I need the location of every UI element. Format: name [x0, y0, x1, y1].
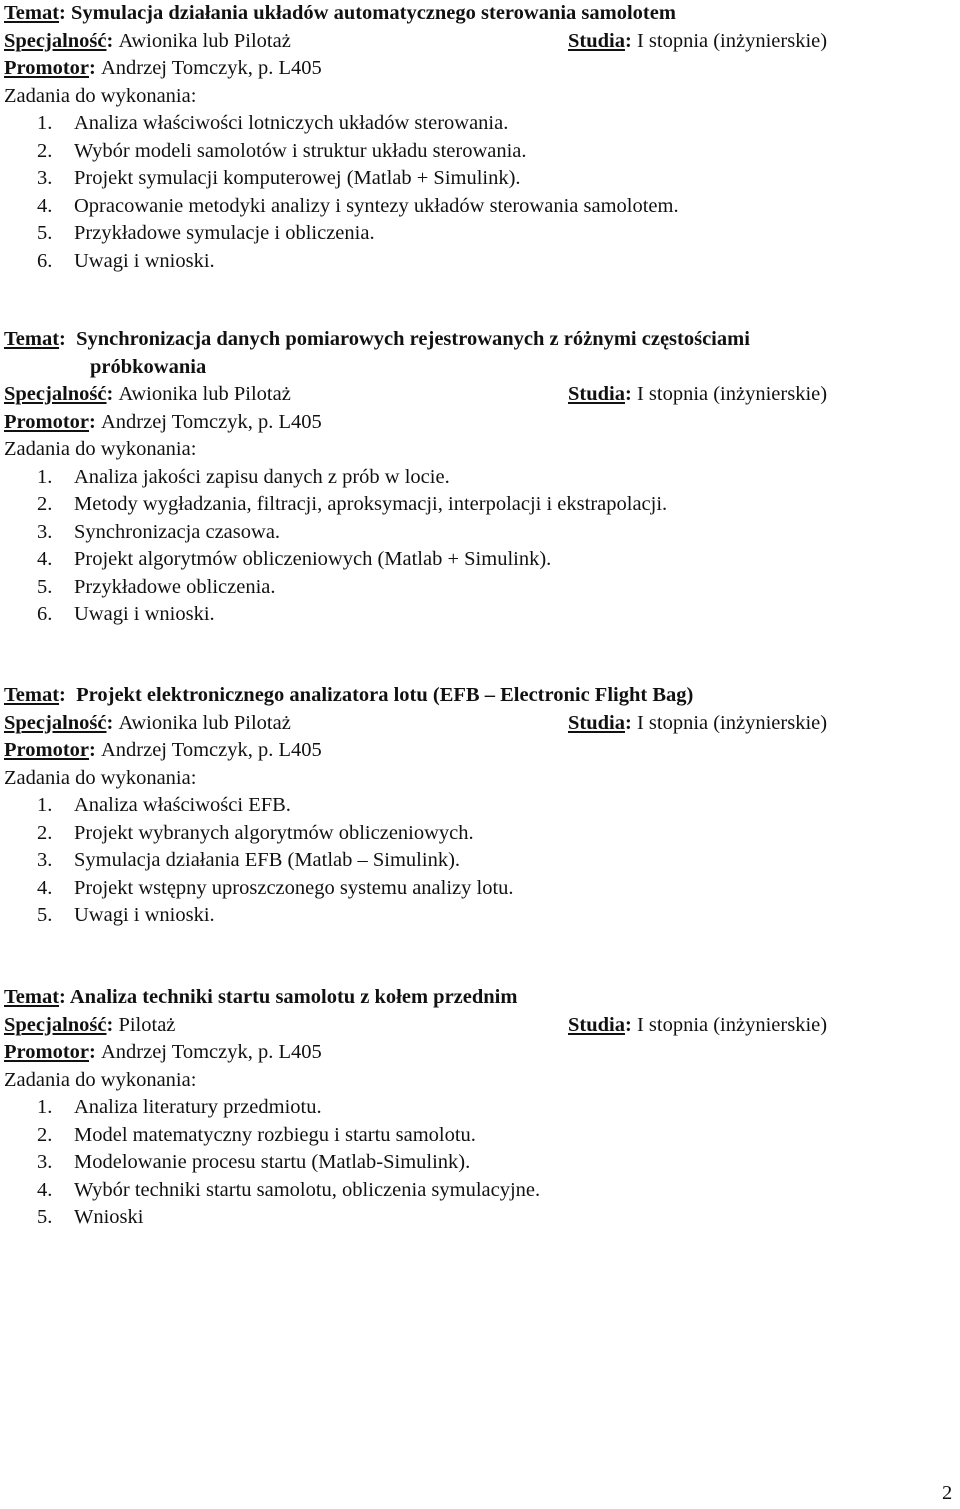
task-number: 4.	[37, 1178, 53, 1201]
task-list	[4, 1094, 904, 1232]
specialty-label: Specjalność	[4, 1013, 107, 1036]
task-text: Analiza jakości zapisu danych z prób w locie.	[74, 465, 450, 488]
task-text: Modelowanie procesu startu (Matlab-Simulink).	[74, 1151, 471, 1173]
task-number: 2.	[37, 139, 53, 162]
supervisor-value: Andrzej Tomczyk, p. L405	[100, 1041, 322, 1063]
specialty-label: Specjalność	[4, 383, 107, 405]
task-number: 2.	[37, 1123, 53, 1146]
topic-title: Temat: Analiza techniki startu samolotu z kołem przednim	[4, 986, 518, 1008]
task-text: Symulacja działania EFB (Matlab – Simulink).	[74, 849, 461, 871]
task-text: Uwagi i wnioski.	[74, 249, 215, 272]
task-number: 4.	[37, 876, 53, 899]
task-text: Wybór modeli samolotów i struktur układu sterowania.	[74, 139, 527, 162]
task-item	[4, 1204, 904, 1232]
task-number: 3.	[37, 849, 53, 871]
studies-label: Studia	[568, 711, 625, 734]
supervisor-value: Andrzej Tomczyk, p. L405	[100, 57, 322, 79]
thesis-topic	[4, 0, 904, 275]
specialty-value: Awionika lub Pilotaż	[118, 383, 291, 405]
task-number: 5.	[37, 904, 53, 926]
topic-title: Temat: Synchronizacja danych pomiarowych rejestrowanych z różnymi częstościami	[4, 328, 750, 350]
task-number: 3.	[37, 167, 53, 189]
topic-title-text: Analiza techniki startu samolotu z kołem przednim	[69, 986, 518, 1008]
task-number: 5.	[37, 575, 53, 598]
task-number: 1.	[37, 794, 53, 816]
task-item	[4, 1177, 904, 1205]
topic-title-text: Symulacja działania układów automatycznego sterowania samolotem	[71, 2, 676, 24]
task-number: 5.	[37, 222, 53, 244]
supervisor-label: Promotor	[4, 739, 90, 761]
task-item	[4, 110, 904, 138]
studies-info: Studia: I stopnia (inżynierskie)	[568, 1013, 828, 1036]
task-list	[4, 792, 904, 930]
task-item	[4, 820, 904, 848]
task-item	[4, 464, 904, 492]
studies-label: Studia	[568, 29, 625, 52]
task-text: Przykładowe symulacje i obliczenia.	[74, 222, 375, 244]
supervisor-row: Promotor: Andrzej Tomczyk, p. L405	[4, 1041, 322, 1063]
task-list	[4, 464, 904, 629]
studies-value: I stopnia (inżynierskie)	[636, 711, 828, 734]
task-item	[4, 138, 904, 166]
specialty-value: Awionika lub Pilotaż	[118, 711, 291, 734]
task-number: 2.	[37, 493, 53, 515]
specialty-label: Specjalność	[4, 29, 107, 52]
task-item	[4, 1149, 904, 1177]
thesis-topic	[4, 984, 904, 1232]
topic-label: Temat	[4, 2, 60, 24]
supervisor-label: Promotor	[4, 410, 90, 433]
studies-info: Studia: I stopnia (inżynierskie)	[568, 711, 828, 734]
task-text: Analiza właściwości EFB.	[74, 794, 291, 816]
task-text: Przykładowe obliczenia.	[74, 575, 276, 598]
studies-label: Studia	[568, 1013, 625, 1036]
task-item	[4, 248, 904, 276]
page-number: 2	[942, 1482, 953, 1504]
task-number: 1.	[37, 1096, 53, 1118]
studies-label: Studia	[568, 383, 625, 405]
task-number: 5.	[37, 1206, 53, 1228]
topic-label: Temat	[4, 328, 60, 350]
task-list	[4, 110, 904, 275]
supervisor-row: Promotor: Andrzej Tomczyk, p. L405	[4, 739, 322, 761]
topic-title-text: Projekt elektronicznego analizatora lotu (EFB – Electronic Flight Bag)	[76, 684, 694, 706]
task-item	[4, 193, 904, 221]
task-number: 6.	[37, 603, 53, 625]
task-item	[4, 546, 904, 574]
task-text: Metody wygładzania, filtracji, aproksymacji, interpolacji i ekstrapolacji.	[74, 493, 668, 515]
specialty-row: Specjalność: Awionika lub Pilotaż Studia: I stopnia (inżynierskie)	[4, 381, 904, 409]
specialty-row: Specjalność: Awionika lub Pilotaż Studia: I stopnia (inżynierskie)	[4, 28, 904, 56]
topic-label: Temat	[4, 986, 60, 1008]
task-text: Projekt symulacji komputerowej (Matlab + Simulink).	[74, 167, 521, 189]
task-item	[4, 875, 904, 903]
task-item	[4, 1122, 904, 1150]
task-item	[4, 847, 904, 875]
topic-title: Temat: Projekt elektronicznego analizatora lotu (EFB – Electronic Flight Bag)	[4, 684, 694, 706]
topic-label: Temat	[4, 684, 60, 706]
task-text: Uwagi i wnioski.	[74, 603, 215, 625]
specialty-value: Awionika lub Pilotaż	[118, 29, 291, 52]
specialty-value: Pilotaż	[118, 1013, 176, 1036]
studies-value: I stopnia (inżynierskie)	[636, 383, 828, 405]
supervisor-row: Promotor: Andrzej Tomczyk, p. L405	[4, 410, 322, 433]
task-item	[4, 491, 904, 519]
task-item	[4, 220, 904, 248]
task-item	[4, 1094, 904, 1122]
task-text: Uwagi i wnioski.	[74, 904, 215, 926]
task-item	[4, 792, 904, 820]
task-text: Analiza literatury przedmiotu.	[74, 1096, 322, 1118]
specialty-row: Specjalność: Pilotaż Studia: I stopnia (inżynierskie)	[4, 1012, 904, 1040]
tasks-heading: Zadania do wykonania:	[4, 766, 197, 789]
task-number: 1.	[37, 112, 53, 134]
supervisor-value: Andrzej Tomczyk, p. L405	[100, 410, 322, 433]
task-item	[4, 574, 904, 602]
supervisor-label: Promotor	[4, 57, 90, 79]
task-item	[4, 902, 904, 930]
task-text: Model matematyczny rozbiegu i startu samolotu.	[74, 1123, 476, 1146]
task-number: 1.	[37, 465, 53, 488]
tasks-heading: Zadania do wykonania:	[4, 1068, 197, 1091]
thesis-topic	[4, 682, 904, 930]
task-number: 4.	[37, 548, 53, 570]
task-text: Projekt algorytmów obliczeniowych (Matlab + Simulink).	[74, 548, 552, 570]
task-item	[4, 601, 904, 629]
studies-value: I stopnia (inżynierskie)	[636, 29, 828, 52]
task-text: Wnioski	[74, 1206, 144, 1228]
studies-value: I stopnia (inżynierskie)	[636, 1013, 828, 1036]
studies-info: Studia: I stopnia (inżynierskie)	[568, 29, 828, 52]
task-text: Projekt wybranych algorytmów obliczeniowych.	[74, 821, 474, 844]
tasks-heading: Zadania do wykonania:	[4, 438, 197, 460]
thesis-topic	[4, 326, 904, 629]
supervisor-row: Promotor: Andrzej Tomczyk, p. L405	[4, 57, 322, 79]
task-number: 3.	[37, 520, 53, 543]
task-text: Analiza właściwości lotniczych układów sterowania.	[74, 112, 509, 134]
task-number: 6.	[37, 249, 53, 272]
task-text: Opracowanie metodyki analizy i syntezy układów sterowania samolotem.	[74, 194, 679, 217]
topic-title: Temat: Symulacja działania układów automatycznego sterowania samolotem	[4, 2, 676, 24]
task-number: 2.	[37, 821, 53, 844]
tasks-heading: Zadania do wykonania:	[4, 84, 197, 107]
studies-info: Studia: I stopnia (inżynierskie)	[568, 383, 828, 405]
supervisor-label: Promotor	[4, 1041, 90, 1063]
task-number: 3.	[37, 1151, 53, 1173]
topic-title-continuation: próbkowania	[90, 355, 207, 378]
supervisor-value: Andrzej Tomczyk, p. L405	[100, 739, 322, 761]
task-text: Projekt wstępny uproszczonego systemu analizy lotu.	[74, 876, 514, 899]
task-item	[4, 519, 904, 547]
specialty-row: Specjalność: Awionika lub Pilotaż Studia: I stopnia (inżynierskie)	[4, 710, 904, 738]
task-item	[4, 165, 904, 193]
task-text: Wybór techniki startu samolotu, obliczenia symulacyjne.	[74, 1178, 541, 1201]
task-number: 4.	[37, 194, 53, 217]
topic-title-text: Synchronizacja danych pomiarowych rejestrowanych z różnymi częstościami	[76, 328, 750, 350]
task-text: Synchronizacja czasowa.	[74, 520, 281, 543]
specialty-label: Specjalność	[4, 711, 107, 734]
